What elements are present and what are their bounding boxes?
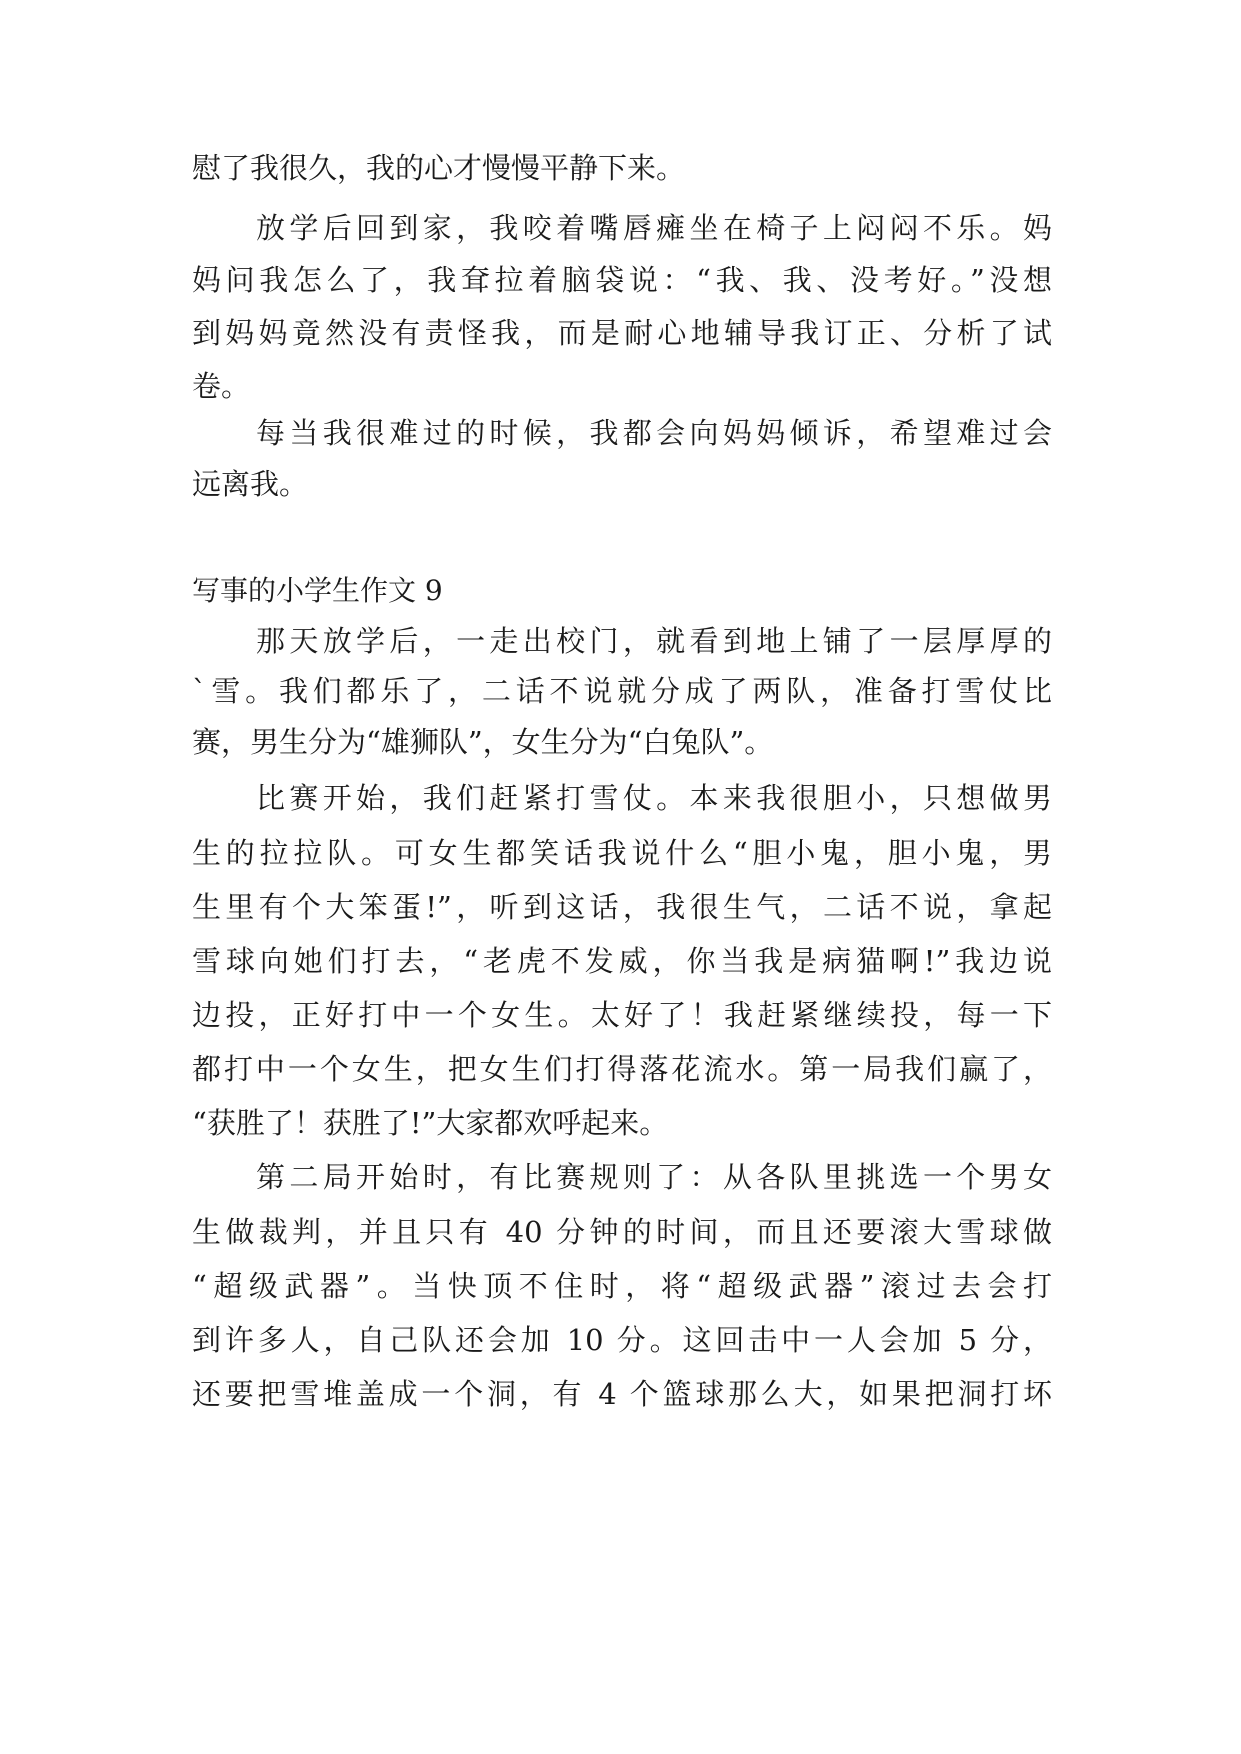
text-line: 生里有个大笨蛋!”，听到这话，我很生气，二话不说，拿起: [192, 890, 1052, 924]
text-line: 第二局开始时，有比赛规则了：从各队里挑选一个男女: [256, 1160, 1052, 1194]
text-line: 比赛开始，我们赶紧打雪仗。本来我很胆小，只想做男: [256, 781, 1052, 815]
text-line: 慰了我很久，我的心才慢慢平静下来。: [192, 151, 686, 185]
text-line: 还要把雪堆盖成一个洞，有 4 个篮球那么大，如果把洞打坏: [192, 1377, 1052, 1411]
text-line: 雪球向她们打去，“老虎不发威，你当我是病猫啊!”我边说: [192, 944, 1052, 978]
text-line: 妈问我怎么了，我耷拉着脑袋说：“我、我、没考好。”没想: [192, 263, 1052, 297]
text-line: “超级武器”。当快顶不住时，将“超级武器”滚过去会打: [192, 1269, 1052, 1303]
text-line: 生的拉拉队。可女生都笑话我说什么“胆小鬼，胆小鬼，男: [192, 836, 1052, 870]
text-line: 放学后回到家，我咬着嘴唇瘫坐在椅子上闷闷不乐。妈: [256, 211, 1052, 245]
text-line: `雪。我们都乐了，二话不说就分成了两队，准备打雪仗比: [192, 674, 1052, 708]
text-line: “获胜了！获胜了!”大家都欢呼起来。: [192, 1106, 669, 1140]
text-line: 到妈妈竟然没有责怪我，而是耐心地辅导我订正、分析了试: [192, 316, 1052, 350]
text-line: 每当我很难过的时候，我都会向妈妈倾诉，希望难过会: [256, 416, 1052, 450]
text-line: 那天放学后，一走出校门，就看到地上铺了一层厚厚的: [256, 624, 1052, 658]
section-title: 写事的小学生作文 9: [192, 574, 443, 607]
text-line: 都打中一个女生，把女生们打得落花流水。第一局我们赢了，: [192, 1052, 1052, 1086]
text-line: 到许多人，自己队还会加 10 分。这回击中一人会加 5 分，: [192, 1323, 1052, 1357]
text-line: 远离我。: [192, 467, 309, 501]
text-line: 卷。: [192, 369, 251, 403]
text-line: 边投，正好打中一个女生。太好了！我赶紧继续投，每一下: [192, 998, 1052, 1032]
text-line: 赛，男生分为“雄狮队”，女生分为“白兔队”。: [192, 725, 774, 759]
text-line: 生做裁判，并且只有 40 分钟的时间，而且还要滚大雪球做: [192, 1215, 1052, 1249]
